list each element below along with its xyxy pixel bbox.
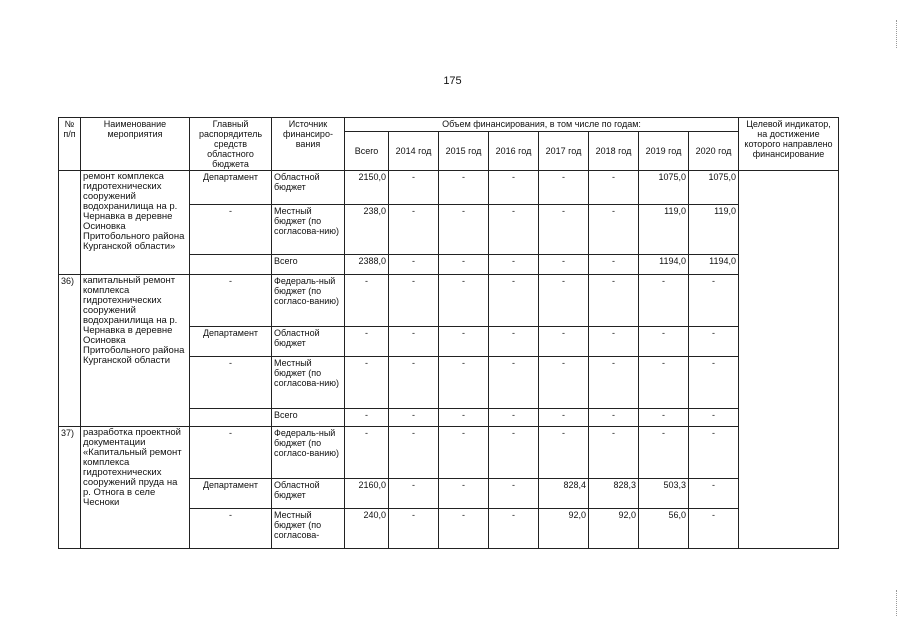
year-value-cell: - — [489, 357, 539, 409]
activity-name: ремонт комплекса гидротехнических сооружений водохранилища на р. Чернавка в деревне Осиновка Притобольного района Курганской области» — [81, 171, 190, 275]
year-value-cell: - — [389, 509, 439, 549]
year-value-cell: - — [489, 409, 539, 427]
header-num: № п/п — [59, 118, 81, 171]
source-cell: Областной бюджет — [272, 327, 345, 357]
year-value-cell: - — [639, 427, 689, 479]
header-name: Наименование мероприятия — [81, 118, 190, 171]
year-value-cell: - — [539, 357, 589, 409]
year-value-cell: 503,3 — [639, 479, 689, 509]
year-value-cell: - — [589, 275, 639, 327]
year-value-cell: - — [489, 205, 539, 255]
total-value-cell: 2150,0 — [345, 171, 389, 205]
year-value-cell: - — [489, 479, 539, 509]
header-year: 2019 год — [639, 132, 689, 171]
year-value-cell: - — [439, 427, 489, 479]
year-value-cell: - — [639, 409, 689, 427]
source-cell: Федераль-ный бюджет (по согласо-ванию) — [272, 275, 345, 327]
source-cell: Областной бюджет — [272, 479, 345, 509]
source-cell: Всего — [272, 255, 345, 275]
total-value-cell: - — [345, 427, 389, 479]
year-value-cell: - — [639, 357, 689, 409]
total-value-cell: 2160,0 — [345, 479, 389, 509]
manager-cell — [190, 409, 272, 427]
header-year: 2020 год — [689, 132, 739, 171]
header-indicator: Целевой индикатор, на достижение которого направлено финансирование — [739, 118, 839, 171]
manager-cell: - — [190, 509, 272, 549]
activity-name: разработка проектной документации «Капитальный ремонт комплекса гидротехнических сооружений пруда на р. Отнога в селе Чесноки — [81, 427, 190, 549]
year-value-cell: - — [439, 171, 489, 205]
manager-cell — [190, 255, 272, 275]
year-value-cell: - — [489, 275, 539, 327]
year-value-cell: - — [489, 171, 539, 205]
year-value-cell: - — [439, 509, 489, 549]
row-number — [59, 171, 81, 275]
scan-edge-mark — [896, 590, 899, 616]
total-value-cell: 2388,0 — [345, 255, 389, 275]
year-value-cell: - — [689, 479, 739, 509]
total-value-cell: 240,0 — [345, 509, 389, 549]
table-body — [59, 171, 839, 549]
year-value-cell: - — [539, 427, 589, 479]
year-value-cell: - — [389, 327, 439, 357]
year-value-cell: - — [389, 479, 439, 509]
year-value-cell: - — [639, 275, 689, 327]
year-value-cell: 1075,0 — [689, 171, 739, 205]
manager-cell: Департамент — [190, 479, 272, 509]
year-value-cell: - — [489, 427, 539, 479]
year-value-cell: - — [439, 255, 489, 275]
source-cell: Местный бюджет (по согласова-нию) — [272, 357, 345, 409]
total-value-cell: - — [345, 357, 389, 409]
manager-cell: Департамент — [190, 327, 272, 357]
year-value-cell: 828,4 — [539, 479, 589, 509]
scan-edge-mark — [896, 20, 899, 48]
year-value-cell: - — [689, 409, 739, 427]
year-value-cell: - — [539, 275, 589, 327]
year-value-cell: - — [589, 409, 639, 427]
year-value-cell: 1194,0 — [639, 255, 689, 275]
total-value-cell: 238,0 — [345, 205, 389, 255]
manager-cell: Департамент — [190, 171, 272, 205]
year-value-cell: - — [589, 171, 639, 205]
year-value-cell: - — [589, 205, 639, 255]
year-value-cell: - — [439, 357, 489, 409]
year-value-cell: 1075,0 — [639, 171, 689, 205]
header-manager: Главный распорядитель средств областного бюджета — [190, 118, 272, 171]
year-value-cell: - — [589, 255, 639, 275]
year-value-cell: - — [689, 509, 739, 549]
year-value-cell: - — [389, 205, 439, 255]
year-value-cell: - — [389, 409, 439, 427]
source-cell: Местный бюджет (по согласова- — [272, 509, 345, 549]
header-volume: Объем финансирования, в том числе по годам: — [345, 118, 739, 132]
year-value-cell: - — [389, 171, 439, 205]
year-value-cell: 119,0 — [689, 205, 739, 255]
year-value-cell: - — [439, 409, 489, 427]
total-value-cell: - — [345, 409, 389, 427]
source-cell: Федераль-ный бюджет (по согласо-ванию) — [272, 427, 345, 479]
year-value-cell: 1194,0 — [689, 255, 739, 275]
year-value-cell: - — [689, 357, 739, 409]
year-value-cell: - — [689, 327, 739, 357]
manager-cell: - — [190, 357, 272, 409]
year-value-cell: - — [439, 479, 489, 509]
year-value-cell: - — [439, 275, 489, 327]
source-cell: Всего — [272, 409, 345, 427]
year-value-cell: 92,0 — [539, 509, 589, 549]
row-number: 36) — [59, 275, 81, 427]
year-value-cell: - — [489, 509, 539, 549]
manager-cell: - — [190, 275, 272, 327]
year-value-cell: - — [489, 255, 539, 275]
header-year: 2015 год — [439, 132, 489, 171]
header-year: 2014 год — [389, 132, 439, 171]
page-number: 175 — [443, 75, 462, 87]
year-value-cell: - — [439, 327, 489, 357]
year-value-cell: - — [539, 205, 589, 255]
year-value-cell: - — [389, 357, 439, 409]
indicator-cell — [739, 171, 839, 549]
source-cell: Областной бюджет — [272, 171, 345, 205]
source-cell: Местный бюджет (по согласова-нию) — [272, 205, 345, 255]
table-row — [59, 171, 839, 205]
manager-cell: - — [190, 427, 272, 479]
year-value-cell: - — [389, 255, 439, 275]
table-row — [59, 275, 839, 327]
year-value-cell: - — [539, 255, 589, 275]
year-value-cell: - — [589, 327, 639, 357]
year-value-cell: - — [539, 327, 589, 357]
header-year: 2017 год — [539, 132, 589, 171]
header-source: Источник финансиро-вания — [272, 118, 345, 171]
year-value-cell: - — [389, 275, 439, 327]
year-value-cell: - — [389, 427, 439, 479]
year-value-cell: - — [639, 327, 689, 357]
year-value-cell: - — [539, 171, 589, 205]
year-value-cell: - — [689, 275, 739, 327]
row-number: 37) — [59, 427, 81, 549]
header-year: 2016 год — [489, 132, 539, 171]
manager-cell: - — [190, 205, 272, 255]
total-value-cell: - — [345, 275, 389, 327]
year-value-cell: - — [689, 427, 739, 479]
year-value-cell: - — [489, 327, 539, 357]
year-value-cell: 56,0 — [639, 509, 689, 549]
year-value-cell: - — [589, 427, 639, 479]
year-value-cell: - — [539, 409, 589, 427]
year-value-cell: 92,0 — [589, 509, 639, 549]
year-value-cell: - — [589, 357, 639, 409]
financing-table — [58, 117, 839, 549]
total-value-cell: - — [345, 327, 389, 357]
activity-name: капитальный ремонт комплекса гидротехнических сооружений водохранилища на р. Чернавка в деревне Осиновка Притобольного района Курганской области — [81, 275, 190, 427]
table-row — [59, 427, 839, 479]
header-year: 2018 год — [589, 132, 639, 171]
year-value-cell: 119,0 — [639, 205, 689, 255]
year-value-cell: 828,3 — [589, 479, 639, 509]
header-total: Всего — [345, 132, 389, 171]
year-value-cell: - — [439, 205, 489, 255]
